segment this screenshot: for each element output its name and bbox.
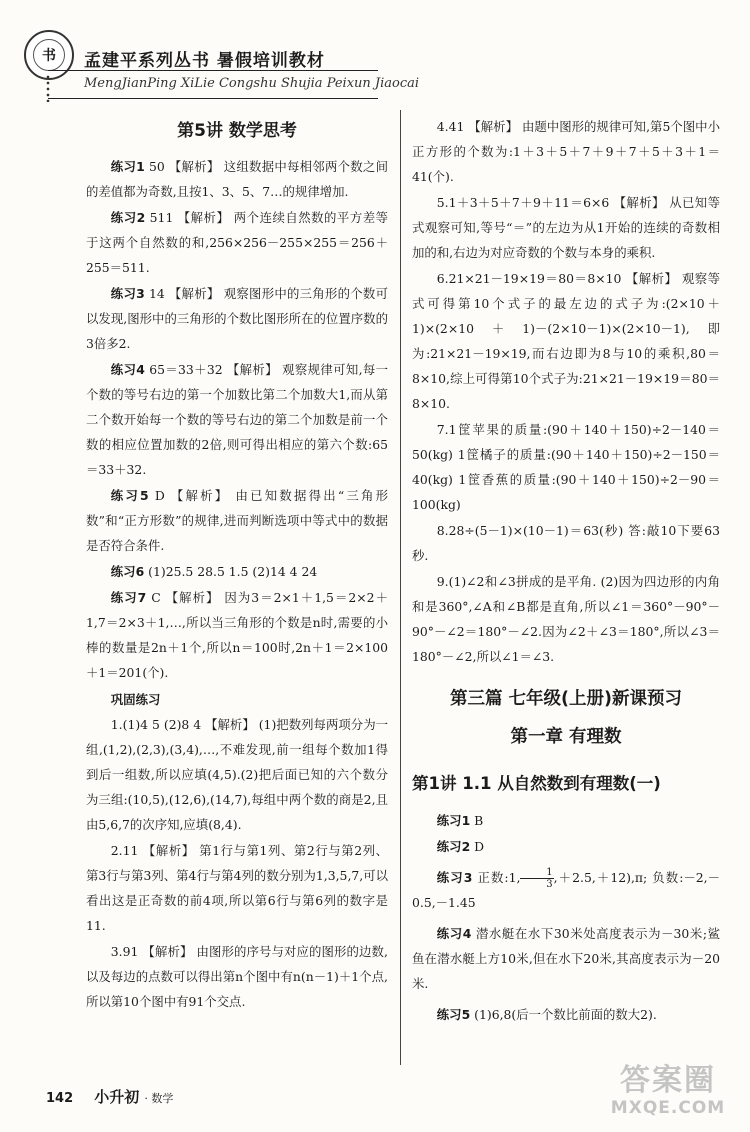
series-title: 孟建平系列丛书 暑假培训教材 <box>84 51 325 71</box>
part-title: 第三篇 七年级(上册)新课预习 <box>449 689 683 709</box>
header-rule-bottom <box>48 98 378 99</box>
publisher-logo <box>24 30 74 80</box>
book-name: 小升初 <box>94 1088 140 1106</box>
chapter-title: 第一章 有理数 <box>510 727 622 747</box>
preview-exercise-3: 练习3 正数:1, $\frac{1}{3}$ ,＋2.5,＋12),π; 负数:－2,－0.5,－1.45 <box>412 867 721 910</box>
preview-exercise-4: 练习4 潜水艇在水下30米处高度表示为－30米;鲨鱼在潜水艇上方10米,但在水下20米,其高度表示为－20米. <box>412 926 720 991</box>
subject-name: · 数学 <box>144 1092 174 1105</box>
watermark <box>598 1060 738 1122</box>
preview-exercise-2: 练习2 D <box>436 839 485 854</box>
exercise-2: 练习2 511 【解析】 两个连续自然数的平方差等于这两个自然数的和,256×256－255×255＝256＋255＝511. <box>86 210 389 275</box>
exercise-4: 练习4 65＝33＋32 【解析】 观察规律可知,每一个数的等号右边的第一个加数比第二个加数大1,而从第二个数开始每一个数的等号右边的第二个加数是前一个数的相应位置加数的2倍,则可得出相应的第六个数:65＝33＋32. <box>86 362 388 477</box>
preview-exercise-1: 练习1 B <box>436 813 484 828</box>
header-rule-top <box>48 70 378 71</box>
right-column <box>412 110 720 1028</box>
consolidation-8: 8.28÷(5－1)×(10－1)＝63(秒) 答:敲10下要63秒. <box>412 523 720 563</box>
consolidation-heading: 巩固练习 <box>110 692 161 707</box>
watermark-url: MXQE.COM <box>610 1098 726 1118</box>
consolidation-5: 5.1＋3＋5＋7＋9＋11＝6×6 【解析】 从已知等式观察可知,等号“＝”的左边为从1开始的连续的奇数相加的和,右边为对应奇数的个数与本身的乘积. <box>412 195 720 260</box>
consolidation-6: 6.21×21－19×19＝80＝8×10 【解析】 观察等式可得第10个式子的最左边的式子为:(2×10＋1)×(2×10＋1)－(2×10－1)×(2×10－1),即为:21×21－19×19,而右边即为8与10的乘积,80＝8×10,综上可得第10个式子为:21×21－19×19＝80＝8×10. <box>412 271 720 411</box>
section-title: 第1讲 1.1 从自然数到有理数(一) <box>412 774 661 793</box>
consolidation-9: 9.(1)∠2和∠3拼成的是平角. (2)因为四边形的内角和是360°,∠A和∠B都是直角,所以∠1＝360°－90°－90°－∠2＝180°－∠2.因为∠2＋∠3＝180°,所以∠3＝180°－∠2,所以∠1＝∠3. <box>412 574 720 664</box>
header-dots <box>45 74 51 102</box>
lesson-title: 第5讲 数学思考 <box>177 121 297 141</box>
exercise-3: 练习3 14 【解析】 观察图形中的三角形的个数可以发现,图形中的三角形的个数比图形所在的位置序数的3倍多2. <box>86 286 388 351</box>
watermark-logo: 答案圈 <box>620 1063 716 1098</box>
column-divider <box>400 110 401 1065</box>
left-column <box>86 110 388 1015</box>
fraction: $\frac{1}{3}$ <box>520 867 553 890</box>
exercise-5: 练习5 D 【解析】 由已知数据得出“三角形数”和“正方形数”的规律,进而判断选项中等式中的数据是否符合条件. <box>86 488 388 553</box>
consolidation-7: 7.1筐苹果的质量:(90＋140＋150)÷2－140＝50(kg) 1筐橘子的质量:(90＋140＋150)÷2－150＝40(kg) 1筐香蕉的质量:(90＋140＋150)÷2－90＝100(kg) <box>412 422 720 512</box>
exercise-6: 练习6 (1)25.5 28.5 1.5 (2)14 4 24 <box>110 564 318 579</box>
exercise-1: 练习1 50 【解析】 这组数据中每相邻两个数之间的差值都为奇数,且按1、3、5、7…的规律增加. <box>86 159 388 199</box>
page-number: 142 <box>46 1091 74 1106</box>
consolidation-1: 1.(1)4 5 (2)8 4 【解析】 (1)把数列每两项分为一组,(1,2),(2,3),(3,4),…,不难发现,前一组每个数加1得到后一组数,所以应填(4,5).(2)把后面已知的六个数分为三组:(10,5),(12,6),(14,7),每组中两个数的商是2,且由5,6,7的次序知,应填(8,4). <box>86 717 388 832</box>
book-icon: 书 <box>33 39 65 71</box>
page-header <box>0 0 750 110</box>
consolidation-3: 3.91 【解析】 由图形的序号与对应的图形的边数,以及每边的点数可以得出第n个图中有n(n－1)＋1个点,所以第10个图中有91个交点. <box>86 944 388 1009</box>
series-pinyin: MengJianPing XiLie Congshu Shujia Peixun Jiaocai <box>84 76 420 91</box>
consolidation-2: 2.11 【解析】 第1行与第1列、第2行与第2列、第3行与第3列、第4行与第4列的数分别为1,3,5,7,可以看出这是正奇数的前4项,所以第6行与第6列的数字是11. <box>86 843 388 933</box>
page-footer <box>46 1086 173 1107</box>
exercise-7: 练习7 C 【解析】 因为3＝2×1＋1,5＝2×2＋1,7＝2×3＋1,…,所以当三角形的个数是n时,需要的小棒的数量是2n＋1个,所以n＝100时,2n＋1＝2×100＋1＝201(个). <box>86 590 388 680</box>
preview-exercise-5: 练习5 (1)6,8(后一个数比前面的数大2). <box>436 1007 657 1022</box>
consolidation-4: 4.41 【解析】 由题中图形的规律可知,第5个图中小正方形的个数为:1＋3＋5＋7＋9＋7＋5＋3＋1＝41(个). <box>412 119 720 184</box>
